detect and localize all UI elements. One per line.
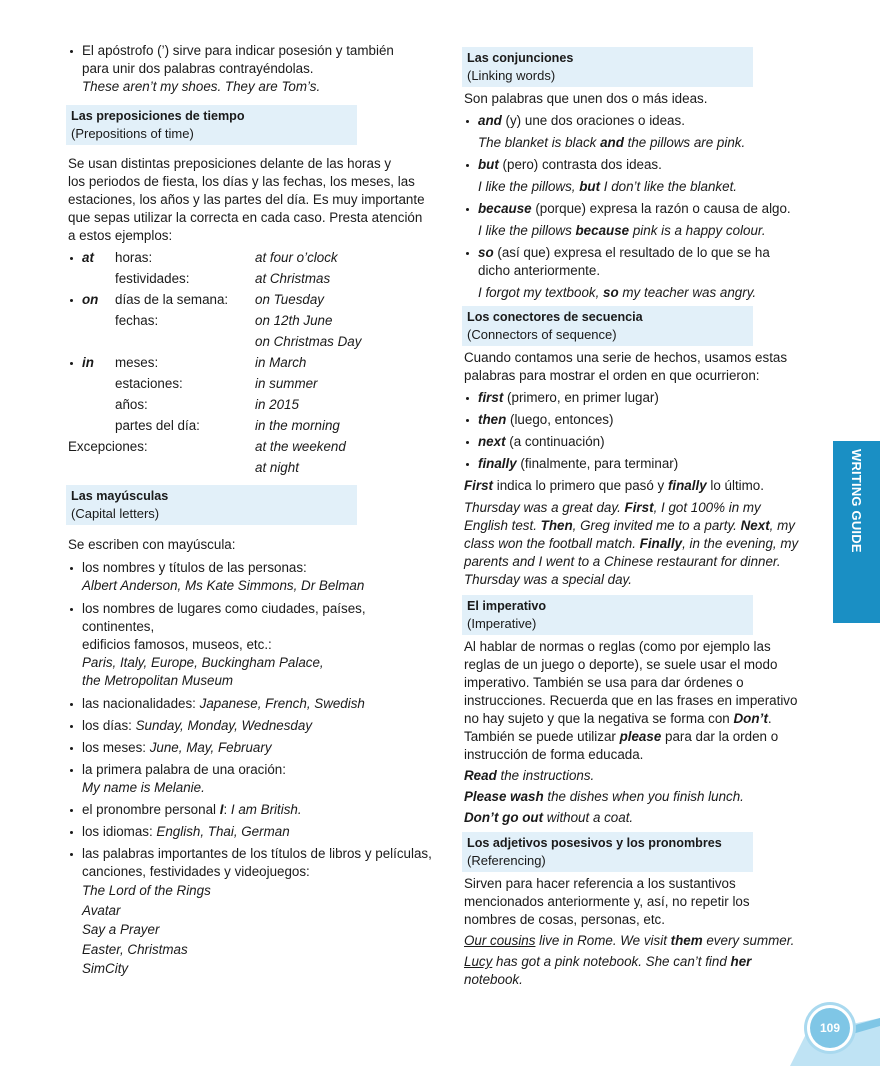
- table-row: Excepciones: at the weekend: [68, 439, 346, 454]
- section-header-imperative: El imperativo (Imperative): [462, 595, 753, 635]
- list-item: los nombres de lugares como ciudades, países, continentes, edificios famosos, museos, etc.: Paris, Italy, Europe, Buckingham Palace, the Metropolitan Museum: [68, 600, 438, 690]
- list-item: los días: Sunday, Monday, Wednesday: [68, 717, 438, 735]
- section-header-referencing: Los adjetivos posesivos y los pronombres (Referencing): [462, 832, 753, 872]
- table-row: partes del día: in the morning: [115, 418, 340, 433]
- list-item: los idiomas: English, Thai, German: [68, 823, 438, 841]
- apostrophe-example: These aren’t my shoes. They are Tom’s.: [82, 79, 321, 94]
- list-item: las palabras importantes de los títulos de libros y películas, canciones, festividades y videojuegos: The Lord of the Rings Avatar Say a Prayer Easter, Christmas SimCity: [68, 845, 438, 979]
- apostrophe-item: El apóstrofo (’) sirve para indicar posesión y también para unir dos palabras contrayéndolas. These aren’t my shoes. They are Tom’s.: [68, 42, 438, 96]
- section-header-conjunctions: Las conjunciones (Linking words): [462, 47, 753, 87]
- list-item: los nombres y títulos de las personas: Albert Anderson, Ms Kate Simmons, Dr Belman: [68, 559, 438, 595]
- section-header-capitals: Las mayúsculas (Capital letters): [66, 485, 357, 525]
- list-item: next (a continuación): [464, 433, 799, 451]
- list-item: las nacionalidades: Japanese, French, Swedish: [68, 695, 438, 713]
- imperative-example: Please wash the dishes when you finish lunch.: [464, 789, 744, 804]
- imperative-example: Don’t go out without a coat.: [464, 810, 634, 825]
- list-item: el pronombre personal I: I am British.: [68, 801, 438, 819]
- writing-guide-tab: WRITING GUIDE: [833, 441, 880, 623]
- list-item: finally (finalmente, para terminar): [464, 455, 799, 473]
- list-item: la primera palabra de una oración: My name is Melanie.: [68, 761, 438, 797]
- table-row: estaciones: in summer: [115, 376, 318, 391]
- section-header-prepositions: Las preposiciones de tiempo (Prepositions of time): [66, 105, 357, 145]
- imperative-text: Al hablar de normas o reglas (como por ejemplo las reglas de un juego o deporte), se suele usar el modo imperativo. También se usa para dar órdenes o instrucciones. Recuerda que en las frases en imperativo no hay sujeto y que la negativa se forma con Don’t. También se puede utilizar please para dar la orden o instrucción de forma educada.: [464, 639, 798, 762]
- table-row: festividades: at Christmas: [115, 271, 331, 286]
- list-item: but (pero) contrasta dos ideas. I like the pillows, but I don’t like the blanket.: [464, 156, 799, 196]
- right-column: Las conjunciones (Linking words) Son palabras que unen dos o más ideas. and (y) une dos oraciones o ideas. The blanket is black and the pillows are pink. but (pero) contrasta dos ideas. I like the pillows, but I don’t like the blanket. because (porque) expresa la razón o causa de algo. I like the pillows because pink is a happy colour. so (así que) expresa el resultado de lo que se ha dicho anteriormente. I forgot my textbook, so my teacher was angry. Los conectores de secuencia (Connectors of sequence) Cuando contamos una serie de hechos, usamos estas palabras para mostrar el orden en que ocurrieron: first (primero, en primer lugar) then (luego, entonces) next (a continuación) finally (finalmente, para terminar) First indica lo primero que pasó y finally lo último. Thursday was a great day. First, I got 100% in my English test. Then, Greg invited me to a party. Next, my class won the football match. Finally, in the evening, my parents and I went to a Chinese restaurant for dinner. Thursday was a special day. El imperativo (Imperative) Al hablar de normas o reglas (como por ejemplo las reglas de un juego o deporte), se suele usar el modo imperativo. También se usa para dar órdenes o instrucciones. Recuerda que en las frases en imperativo no hay sujeto y que la negativa se forma con Don’t. También se puede utilizar please para dar la orden o instrucción de forma educada. Read the instructions. Please wash the dishes when you finish lunch. Don’t go out without a coat. Los adjetivos posesivos y los pronombres (Referencing) Sirven para hacer referencia a los sustantivos mencionados anteriormente y, así, no repetir los nombres de cosas, personas, etc. Our cousins live in Rome. We visit them every summer. Lucy has got a pink notebook. She can’t find her notebook.: [464, 47, 799, 989]
- sequence-example: Thursday was a great day. First, I got 100% in my English test. Then, Greg invited me to a party. Next, my class won the football match. Finally, in the evening, my parents and I went to a Chinese restaurant for dinner. Thursday was a special day.: [464, 500, 799, 587]
- page-number: 109: [810, 1008, 850, 1048]
- table-row: on Christmas Day: [255, 334, 362, 349]
- table-row: fechas: on 12th June: [115, 313, 333, 328]
- list-item: and (y) une dos oraciones o ideas. The blanket is black and the pillows are pink.: [464, 112, 799, 152]
- list-item: so (así que) expresa el resultado de lo que se ha dicho anteriormente. I forgot my textbook, so my teacher was angry.: [464, 244, 799, 302]
- capitals-intro: Se escriben con mayúscula:: [68, 537, 236, 552]
- list-item: then (luego, entonces): [464, 411, 799, 429]
- table-row: on días de la semana: on Tuesday: [68, 289, 438, 310]
- imperative-example: Read the instructions.: [464, 768, 595, 783]
- referencing-example: Our cousins live in Rome. We visit them every summer.: [464, 933, 795, 948]
- left-column: [68, 42, 438, 979]
- table-row: at horas: at four o’clock: [68, 247, 438, 268]
- table-row: años: in 2015: [115, 397, 299, 412]
- list-item: first (primero, en primer lugar): [464, 389, 799, 407]
- list-item: los meses: June, May, February: [68, 739, 438, 757]
- prepositions-table: [68, 247, 438, 478]
- referencing-example: Lucy has got a pink notebook. She can’t find her notebook.: [464, 954, 752, 987]
- list-item: because (porque) expresa la razón o causa de algo. I like the pillows because pink is a happy colour.: [464, 200, 799, 240]
- table-row: in meses: in March: [68, 352, 438, 373]
- sequence-summary: First indica lo primero que pasó y finally lo último.: [464, 478, 764, 493]
- section-header-sequence: Los conectores de secuencia (Connectors of sequence): [462, 306, 753, 346]
- table-row: at night: [255, 460, 299, 475]
- prepositions-intro: Se usan distintas preposiciones delante de las horas y los periodos de fiesta, los días y las fechas, los meses, las estaciones, los años y las partes del día. Es muy importante que sepas utilizar la correcta en cada caso. Presta atención a estos ejemplos:: [68, 156, 425, 243]
